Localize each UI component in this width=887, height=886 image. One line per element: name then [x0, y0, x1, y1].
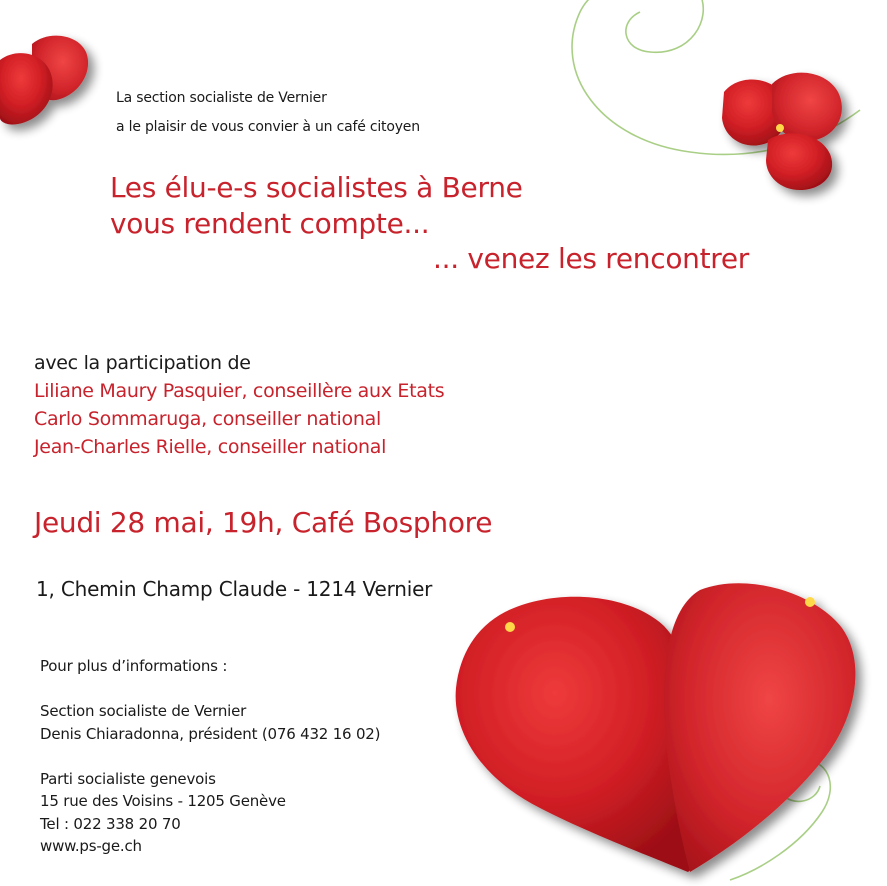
guest-item: Carlo Sommaruga, conseiller national [34, 408, 381, 430]
participation-block [34, 349, 444, 461]
party-name: Parti socialiste genevois [40, 769, 216, 788]
party-street: 15 rue des Voisins - 1205 Genève [40, 792, 286, 810]
event-datetime: Jeudi 28 mai, 19h, Café Bosphore [34, 506, 493, 539]
intro-line-2: a le plaisir de vous convier à un café citoyen [116, 119, 420, 135]
rose-petal-icon [722, 73, 842, 190]
headline-line-3: ... venez les rencontrer [433, 242, 750, 275]
contact-block [40, 655, 380, 858]
headline-line-2: vous rendent compte... [110, 207, 430, 240]
guest-item: Jean-Charles Rielle, conseiller national [34, 436, 387, 458]
guest-item: Liliane Maury Pasquier, conseillère aux Etats [34, 380, 445, 402]
section-name: Section socialiste de Vernier [40, 702, 247, 720]
heart-petals-icon [456, 583, 856, 872]
party-website[interactable]: www.ps-ge.ch [40, 837, 142, 855]
rose-petal-icon [0, 36, 88, 125]
contact-heading: Pour plus d’informations : [40, 657, 228, 675]
participation-lead: avec la participation de [34, 352, 251, 374]
headline-line-1: Les élu-e-s socialistes à Berne [110, 171, 523, 204]
event-address: 1, Chemin Champ Claude - 1214 Vernier [36, 577, 433, 601]
party-tel: Tel : 022 338 20 70 [40, 814, 181, 833]
president-line: Denis Chiaradonna, président (076 432 16 02) [40, 724, 381, 743]
intro-line-1: La section socialiste de Vernier [116, 90, 327, 106]
